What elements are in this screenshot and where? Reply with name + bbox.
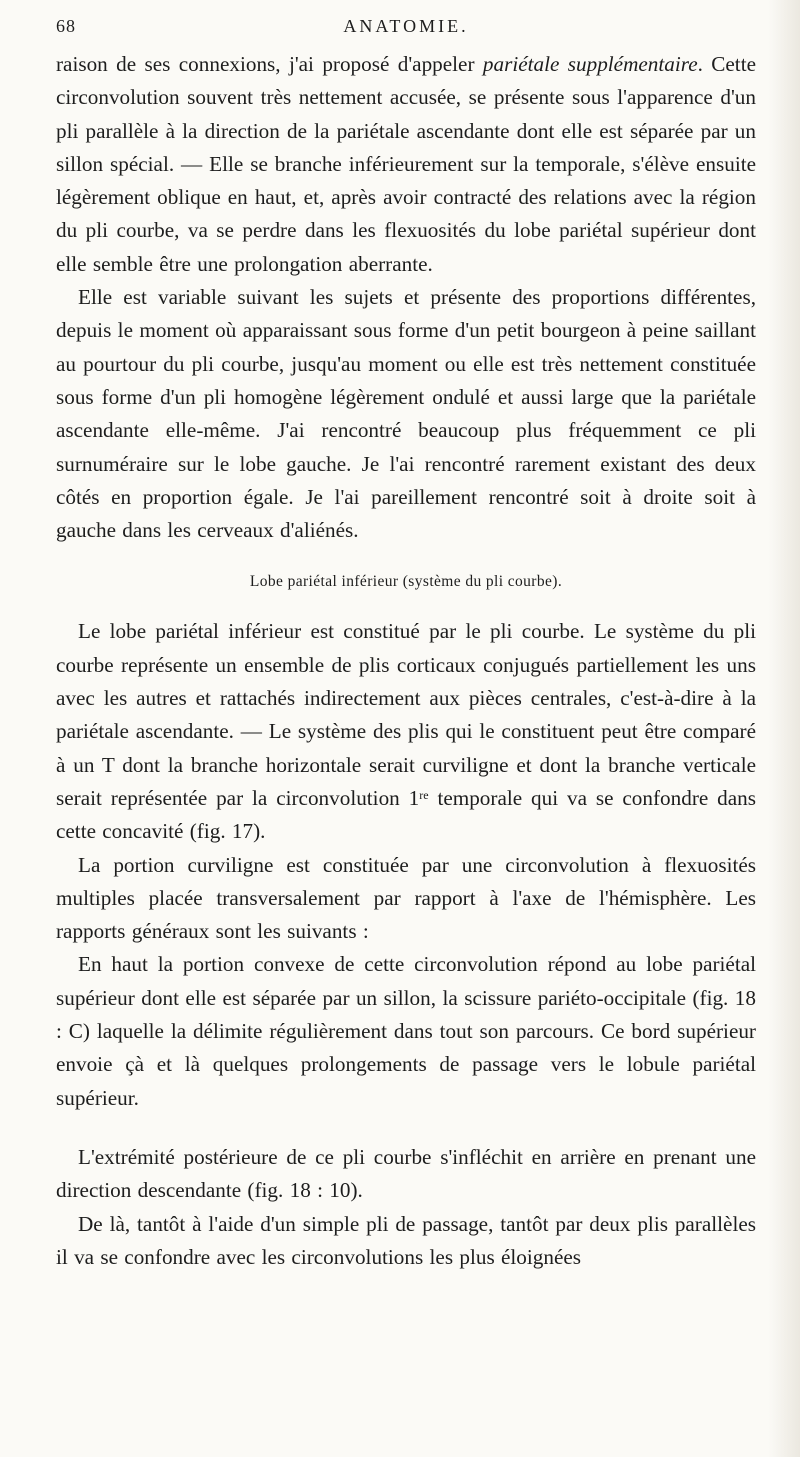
paragraph: Elle est variable suivant les sujets et présente des proportions différentes, depuis le moment où apparaissant sous forme d'un petit bourgeon à peine saillant au pourtour du pli courbe, jusqu'au moment ou elle est très nettement constituée sous forme d'un pli homogène légèrement ondulé et aussi large que la pariétale ascendante elle-même. J'ai rencontré beaucoup plus fréquemment ce pli surnuméraire sur le lobe gauche. Je l'ai rencontré rarement existant des deux côtés en proportion égale. Je l'ai pareillement rencontré soit à droite soit à gauche dans les cerveaux d'aliénés. [56, 285, 756, 543]
paragraph-text: Le lobe pariétal inférieur est constitué par le pli courbe. Le système du pli courbe représente un ensemble de plis corticaux conjugués partiellement les uns avec les autres et rattachés indirectement aux pièces centrales, c'est-à-dire à la pariétale ascendante. — Le système des plis qui le constituent peut être comparé à un T dont la branche horizontale serait curviligne et dont la branche verticale serait représentée par la circonvolution [56, 619, 756, 810]
running-head: ANATOMIE. [343, 16, 469, 36]
paragraph: En haut la portion convexe de cette circonvolution répond au lobe pariétal supérieur dont elle est séparée par un sillon, la scissure pariéto-occipitale (fig. 18 : C) laquelle la délimite régulièrement dans tout son parcours. Ce bord supérieur envoie çà et là quelques prolongements de passage vers le lobule pariétal supérieur. [56, 952, 756, 1110]
paragraph-text: . Cette circonvolution souvent très nettement accusée, se présente sous l'apparence d'un pli parallèle à la direction de la pariétale ascendante dont elle est séparée par un sillon spécial. — Elle se branche inférieurement sur la temporale, s'élève ensuite légèrement oblique en haut, et, après avoir contracté des relations avec la région du pli courbe, va se perdre dans les flexuosités du lobe pariétal supérieur dont elle semble être une prolongation aberrante. [56, 52, 756, 276]
page-header [56, 10, 756, 50]
paragraph: La portion curviligne est constituée par une circonvolution à flexuosités multiples placée transversalement par rapport à l'axe de l'hémisphère. Les rapports généraux sont les suivants : [56, 852, 756, 944]
paragraph-text: raison de ses connexions, j'ai proposé d'appeler [56, 52, 483, 76]
paragraph: De là, tantôt à l'aide d'un simple pli de passage, tantôt par deux plis parallèles il va se confondre avec les circonvolutions les plus éloignées [56, 1211, 756, 1269]
page-body [56, 48, 756, 1274]
paragraph-text: temporale qui va se confondre dans cette concavité (fig. 17). [56, 785, 756, 844]
italic-term: pariétale supplémentaire [482, 52, 698, 76]
ordinal-number: 1 [408, 785, 420, 810]
page-edge-shadow [768, 0, 800, 1457]
paragraph: L'extrémité postérieure de ce pli courbe s'infléchit en arrière en prenant une direction descendante (fig. 18 : 10). [56, 1144, 756, 1203]
ordinal-superscript: re [419, 787, 429, 802]
paragraph-continued [56, 48, 756, 281]
paragraph [56, 615, 756, 848]
section-title: Lobe pariétal inférieur (système du pli courbe). [249, 573, 563, 591]
page-number: 68 [56, 16, 76, 36]
